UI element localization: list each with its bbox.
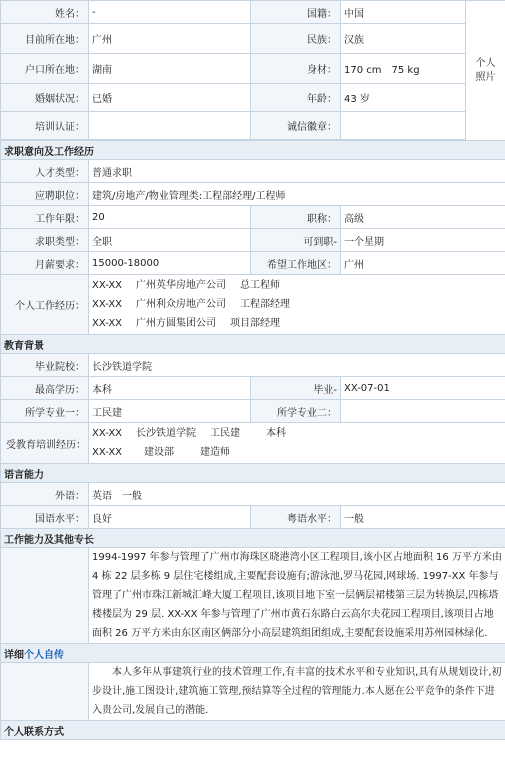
salary-label: 月薪要求： <box>1 252 89 275</box>
self-eval-section-title <box>1 644 505 663</box>
row-salary <box>1 252 505 275</box>
training-value <box>89 112 251 140</box>
row-skills <box>1 548 505 644</box>
hukou-label: 户口所在地： <box>1 54 89 84</box>
talent-type-value: 普通求职 <box>89 160 505 183</box>
hukou-value: 湖南 <box>89 54 251 84</box>
row-lang-section <box>1 464 505 483</box>
history-period: XX-XX <box>92 447 123 458</box>
marital-value: 已婚 <box>89 84 251 112</box>
history-major: 建造师 <box>200 447 231 458</box>
experience-period: XX-XX <box>92 280 123 291</box>
history-item <box>92 443 502 462</box>
row-majors <box>1 400 505 423</box>
row-degree <box>1 377 505 400</box>
title-label: 职称： <box>251 206 341 229</box>
available-label: 可到职- <box>251 229 341 252</box>
experience-item <box>92 295 502 314</box>
region-value: 广州 <box>341 252 505 275</box>
cantonese-value: 一般 <box>341 506 505 529</box>
cantonese-label: 粤语水平： <box>251 506 341 529</box>
name-value: - <box>89 1 251 24</box>
row-self-section <box>1 644 505 663</box>
language-section-title: 语言能力 <box>1 464 505 483</box>
grad-value: XX-07-01 <box>341 377 505 400</box>
row-dialects <box>1 506 505 529</box>
nationality-value: 中国 <box>341 1 466 24</box>
row-position <box>1 183 505 206</box>
self-eval-text: 本人多年从事建筑行业的技术管理工作,有丰富的技术水平和专业知识,具有从规划设计,初步设计,施工图设计,建筑施工管理,预结算等全过程的管理能力.本人愿在公平竞争的条件下进入贵公司,发展自己的潜能. <box>89 663 505 721</box>
skills-section-title: 工作能力及其他专长 <box>1 529 505 548</box>
history-school: 建设部 <box>144 447 175 458</box>
row-school <box>1 354 505 377</box>
location-label: 目前所在地： <box>1 24 89 54</box>
experience-role: 工程部经理 <box>240 299 291 310</box>
row-hukou <box>1 54 505 84</box>
credit-label: 诚信徽章： <box>251 112 341 140</box>
degree-value: 本科 <box>89 377 251 400</box>
school-label: 毕业院校： <box>1 354 89 377</box>
body-value: 170 cm 75 kg <box>341 54 466 84</box>
row-marital <box>1 84 505 112</box>
row-skills-section <box>1 529 505 548</box>
ethnicity-label: 民族： <box>251 24 341 54</box>
talent-type-label: 人才类型： <box>1 160 89 183</box>
row-type <box>1 229 505 252</box>
row-training <box>1 112 505 140</box>
row-location <box>1 24 505 54</box>
education-section-title: 教育背景 <box>1 335 505 354</box>
body-label: 身材： <box>251 54 341 84</box>
mandarin-value: 良好 <box>89 506 251 529</box>
degree-label: 最高学历： <box>1 377 89 400</box>
experience-label: 个人工作经历： <box>1 275 89 335</box>
region-label: 希望工作地区： <box>251 252 341 275</box>
foreign-value: 英语 一般 <box>89 483 505 506</box>
photo-label: 个人照片 <box>475 57 496 83</box>
location-value: 广州 <box>89 24 251 54</box>
marital-label: 婚姻状况： <box>1 84 89 112</box>
history-item <box>92 424 502 443</box>
credit-value <box>341 112 466 140</box>
position-value: 建筑/房地产/物业管理类:工程部经理/工程师 <box>89 183 505 206</box>
name-label: 姓名： <box>1 1 89 24</box>
experience-item <box>92 276 502 295</box>
training-label: 培训认证： <box>1 112 89 140</box>
major1-value: 工民建 <box>89 400 251 423</box>
self-eval-prefix: 详细 <box>4 649 24 661</box>
grad-label: 毕业- <box>251 377 341 400</box>
major2-value <box>341 400 505 423</box>
row-experience <box>1 275 505 335</box>
experience-list <box>89 275 505 335</box>
self-eval-accent: 个人自传 <box>24 649 64 661</box>
major2-label: 所学专业二： <box>251 400 341 423</box>
position-label: 应聘职位： <box>1 183 89 206</box>
row-edu-section <box>1 335 505 354</box>
row-edu-history <box>1 423 505 464</box>
photo-cell <box>466 1 505 141</box>
history-school: 长沙铁道学院 <box>136 428 197 439</box>
history-label: 受教育培训经历： <box>1 423 89 464</box>
salary-value: 15000-18000 <box>89 252 251 275</box>
contact-section-title: 个人联系方式 <box>1 721 505 740</box>
experience-company: 广州利众房地产公司 <box>136 299 227 310</box>
nationality-label: 国籍： <box>251 1 341 24</box>
age-value: 43 岁 <box>341 84 466 112</box>
experience-role: 总工程师 <box>240 280 281 291</box>
row-talent-type <box>1 160 505 183</box>
row-contact-section <box>1 721 505 740</box>
experience-period: XX-XX <box>92 318 123 329</box>
history-list <box>89 423 505 464</box>
major1-label: 所学专业一： <box>1 400 89 423</box>
history-degree: 本科 <box>266 428 287 439</box>
experience-item <box>92 314 502 333</box>
history-major: 工民建 <box>210 428 241 439</box>
years-value: 20 <box>89 206 251 229</box>
age-label: 年龄： <box>251 84 341 112</box>
mandarin-label: 国语水平： <box>1 506 89 529</box>
row-job-section <box>1 141 505 160</box>
row-name <box>1 1 505 24</box>
experience-period: XX-XX <box>92 299 123 310</box>
row-foreign <box>1 483 505 506</box>
history-period: XX-XX <box>92 428 123 439</box>
row-years <box>1 206 505 229</box>
experience-company: 广州英华房地产公司 <box>136 280 227 291</box>
ethnicity-value: 汉族 <box>341 24 466 54</box>
row-self <box>1 663 505 721</box>
foreign-label: 外语： <box>1 483 89 506</box>
type-label: 求职类型： <box>1 229 89 252</box>
experience-role: 项目部经理 <box>230 318 281 329</box>
available-value: 一个星期 <box>341 229 505 252</box>
skills-text: 1994-1997 年参与管理了广州市海珠区晓港湾小区工程项目,该小区占地面积 16 万平方米由 4 栋 22 层多栋 9 层住宅楼组成,主要配套设施有;游泳池,罗马花园,网球场. 1997-XX 年参与管理了广州市珠江新城汇峰大厦工程项目,该项目地下室一层俩层裙楼第三层为转换层,四栋塔楼楼层为 29 层. XX-XX 年参与管理了广州市黄石东路白云高尔夫花园工程项目,该项目占地面积 26 万平方米由东区南区俩部分小高层建筑组团组成,主要配套设施采用苏州园林绿化. <box>89 548 505 644</box>
school-value: 长沙铁道学院 <box>89 354 505 377</box>
experience-company: 广州方圆集团公司 <box>136 318 217 329</box>
title-value: 高级 <box>341 206 505 229</box>
job-section-title: 求职意向及工作经历 <box>1 141 505 160</box>
type-value: 全职 <box>89 229 251 252</box>
years-label: 工作年限： <box>1 206 89 229</box>
